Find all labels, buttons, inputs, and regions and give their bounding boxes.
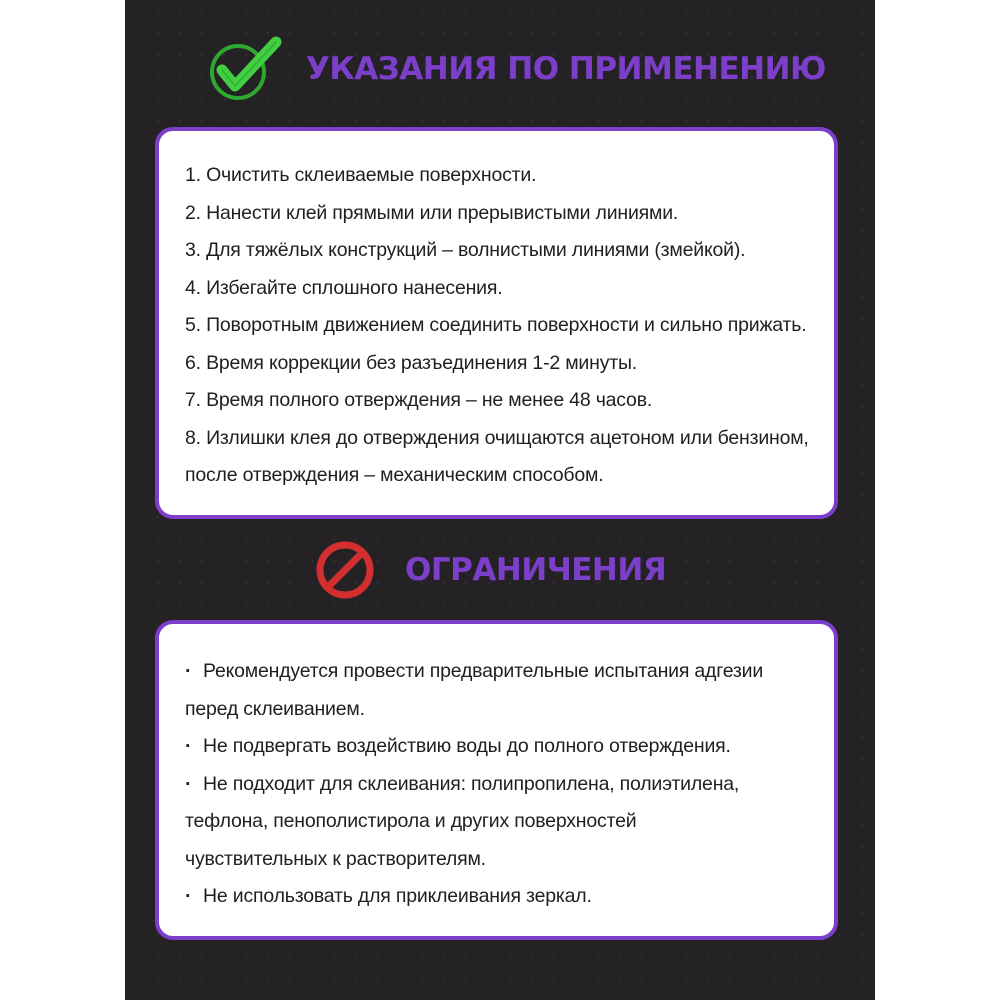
limit-item xyxy=(185,766,834,804)
usage-step: 7. Время полного отверждения – не менее 48 часов. xyxy=(185,389,653,411)
limit-text: перед склеиванием. xyxy=(185,697,365,720)
usage-step: 6. Время коррекции без разъединения 1-2 минуты. xyxy=(185,351,638,374)
limit-item xyxy=(185,841,834,879)
limit-text: Не подвергать воздействию воды до полного отверждения. xyxy=(203,735,731,757)
limit-text: тефлона, пенополистирола и других поверхностей xyxy=(185,810,637,832)
prohibited-icon xyxy=(315,540,375,600)
usage-step: 5. Поворотным движением соединить поверхности и сильно прижать. xyxy=(185,314,807,336)
bullet-marker: · xyxy=(185,660,192,682)
usage-title: УКАЗАНИЯ ПО ПРИМЕНЕНИЮ xyxy=(306,51,826,87)
limit-item xyxy=(185,728,834,766)
limits-list xyxy=(185,653,834,916)
usage-step: 3. Для тяжёлых конструкций – волнистыми линиями (змейкой). xyxy=(185,239,746,261)
usage-step: 1. Очистить склеиваемые поверхности. xyxy=(185,164,537,186)
usage-step: 8. Излишки клея до отверждения очищаются ацетоном или бензином, xyxy=(185,426,809,449)
usage-step: 2. Нанести клей прямыми или прерывистыми линиями. xyxy=(185,201,679,224)
usage-step: 4. Избегайте сплошного нанесения. xyxy=(185,276,503,299)
limit-item xyxy=(185,653,834,691)
limit-item xyxy=(185,803,834,841)
limit-text: Рекомендуется провести предварительные испытания адгезии xyxy=(203,660,764,682)
usage-step: после отверждения – механическим способом. xyxy=(185,464,604,486)
limit-text: чувствительных к растворителям. xyxy=(185,847,486,870)
limit-text: Не использовать для приклеивания зеркал. xyxy=(203,885,592,907)
usage-card xyxy=(155,127,838,519)
limits-heading xyxy=(315,540,666,600)
limits-card xyxy=(155,620,838,940)
checkmark-icon xyxy=(208,36,284,102)
bullet-marker: · xyxy=(185,772,192,795)
bullet-marker: · xyxy=(185,735,192,757)
limit-item xyxy=(185,691,834,729)
usage-heading xyxy=(208,36,826,102)
limits-title: ОГРАНИЧЕНИЯ xyxy=(405,552,667,588)
limit-text: Не подходит для склеивания: полипропилена, полиэтилена, xyxy=(203,772,740,795)
bullet-marker: · xyxy=(185,885,192,907)
usage-list xyxy=(185,157,834,495)
instruction-panel xyxy=(125,0,875,1000)
limit-item xyxy=(185,878,834,916)
